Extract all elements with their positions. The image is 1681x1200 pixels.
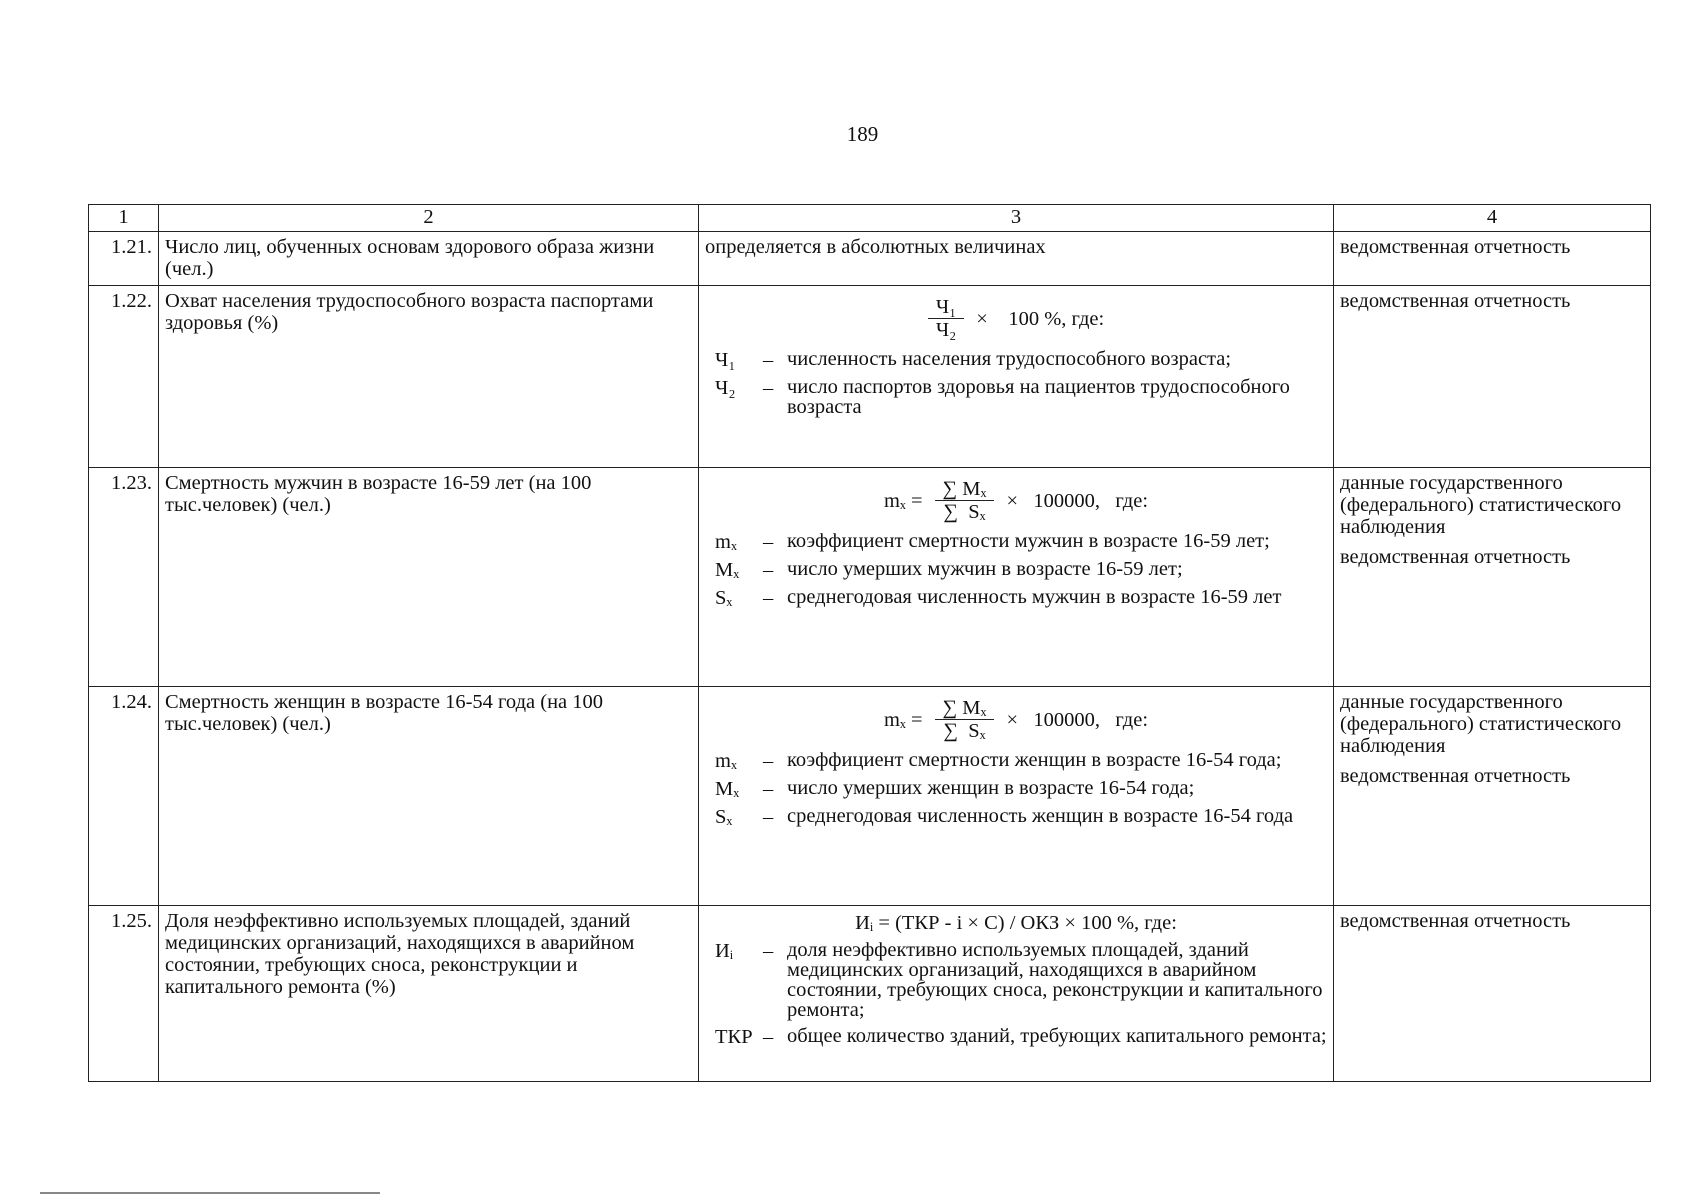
indicator-table bbox=[88, 204, 1651, 1082]
def-symbol: Ч₂ bbox=[715, 377, 736, 399]
formula bbox=[705, 697, 1327, 742]
formula-denominator: ∑ Sₓ bbox=[943, 720, 986, 742]
def-symbol: ТКР bbox=[715, 1026, 753, 1048]
data-source bbox=[1334, 687, 1651, 906]
formula-lhs: mₓ = bbox=[883, 489, 923, 512]
def-dash: – bbox=[763, 377, 774, 399]
def-symbol: Mₓ bbox=[715, 778, 740, 800]
table-row bbox=[89, 687, 1651, 906]
formula-denominator: ∑ Sₓ bbox=[943, 501, 986, 523]
row-number: 1.24. bbox=[89, 687, 159, 906]
source-item: ведомственная отчетность bbox=[1340, 910, 1571, 932]
def-text: численность населения трудоспособного возраста; bbox=[787, 348, 1232, 370]
formula bbox=[705, 296, 1327, 341]
table-header-row bbox=[89, 205, 1651, 232]
indicator-name: Охват населения трудоспособного возраста паспортами здоровья (%) bbox=[159, 286, 699, 468]
calculation-method bbox=[699, 286, 1334, 468]
formula-numerator: ∑ Mₓ bbox=[935, 697, 995, 720]
formula-rest: × 100000, где: bbox=[1006, 489, 1149, 512]
def-text: число умерших мужчин в возрасте 16-59 лет; bbox=[787, 558, 1183, 580]
data-source bbox=[1334, 906, 1651, 1082]
formula-denominator: Ч₂ bbox=[935, 319, 957, 341]
header-cell: 3 bbox=[699, 205, 1334, 232]
calculation-method bbox=[699, 687, 1334, 906]
def-dash: – bbox=[763, 349, 774, 371]
header-cell: 2 bbox=[159, 205, 699, 232]
formula-numerator: ∑ Mₓ bbox=[935, 478, 995, 501]
def-dash: – bbox=[763, 750, 774, 772]
def-dash: – bbox=[763, 1026, 774, 1048]
def-symbol: Иᵢ bbox=[715, 940, 734, 962]
data-source bbox=[1334, 286, 1651, 468]
source-item: ведомственная отчетность bbox=[1340, 290, 1571, 312]
source-item: ведомственная отчетность bbox=[1340, 765, 1571, 787]
formula: Иᵢ = (ТКР - i × С) / ОКЗ × 100 %, где: bbox=[855, 912, 1177, 934]
table-row bbox=[89, 286, 1651, 468]
def-symbol: Mₓ bbox=[715, 559, 740, 581]
scan-edge-line bbox=[40, 1192, 380, 1194]
formula bbox=[705, 478, 1327, 523]
def-dash: – bbox=[763, 940, 774, 962]
def-symbol: mₓ bbox=[715, 750, 737, 772]
def-dash: – bbox=[763, 531, 774, 553]
def-text: общее количество зданий, требующих капитального ремонта; bbox=[787, 1025, 1327, 1047]
def-symbol: Sₓ bbox=[715, 806, 733, 828]
data-source bbox=[1334, 468, 1651, 687]
row-number: 1.25. bbox=[89, 906, 159, 1082]
def-dash: – bbox=[763, 806, 774, 828]
source-item: ведомственная отчетность bbox=[1340, 236, 1571, 258]
def-dash: – bbox=[763, 778, 774, 800]
row-number: 1.22. bbox=[89, 286, 159, 468]
row-number: 1.23. bbox=[89, 468, 159, 687]
formula-rest: × 100000, где: bbox=[1006, 708, 1149, 731]
def-symbol: mₓ bbox=[715, 531, 737, 553]
formula-rest: × 100 %, где: bbox=[976, 307, 1105, 330]
fraction bbox=[935, 478, 995, 523]
source-item: данные государственного (федерального) статистического наблюдения bbox=[1340, 691, 1622, 757]
calculation-method: определяется в абсолютных величинах bbox=[699, 232, 1334, 286]
indicator-name: Доля неэффективно используемых площадей, зданий медицинских организаций, находящихся в аварийном состоянии, требующих сноса, реконструкции и капитального ремонта (%) bbox=[159, 906, 699, 1082]
def-text: среднегодовая численность женщин в возрасте 16-54 года bbox=[787, 805, 1294, 827]
fraction bbox=[928, 296, 964, 341]
def-text: число паспортов здоровья на пациентов трудоспособного возраста bbox=[787, 376, 1290, 418]
definitions bbox=[705, 940, 1327, 1048]
def-text: коэффициент смертности женщин в возрасте 16-54 года; bbox=[787, 749, 1282, 771]
row-number: 1.21. bbox=[89, 232, 159, 286]
fraction bbox=[935, 697, 995, 742]
def-text: коэффициент смертности мужчин в возрасте 16-59 лет; bbox=[787, 530, 1270, 552]
indicator-name: Смертность мужчин в возрасте 16-59 лет (на 100 тыс.человек) (чел.) bbox=[159, 468, 699, 687]
header-cell: 1 bbox=[89, 205, 159, 232]
calculation-method bbox=[699, 468, 1334, 687]
definitions bbox=[705, 531, 1327, 609]
table-row bbox=[89, 232, 1651, 286]
definitions bbox=[705, 750, 1327, 828]
def-text: доля неэффективно используемых площадей, зданий медицинских организаций, находящихся в аварийном состоянии, требующих сноса, реконструкции и капитального ремонта; bbox=[787, 939, 1323, 1021]
formula-lhs: mₓ = bbox=[883, 708, 923, 731]
data-source bbox=[1334, 232, 1651, 286]
source-item: данные государственного (федерального) статистического наблюдения bbox=[1340, 472, 1622, 538]
def-dash: – bbox=[763, 559, 774, 581]
def-symbol: Ч₁ bbox=[715, 349, 736, 371]
indicator-name: Смертность женщин в возрасте 16-54 года (на 100 тыс.человек) (чел.) bbox=[159, 687, 699, 906]
source-item: ведомственная отчетность bbox=[1340, 546, 1571, 568]
def-text: среднегодовая численность мужчин в возрасте 16-59 лет bbox=[787, 586, 1282, 608]
def-symbol: Sₓ bbox=[715, 587, 733, 609]
table-row bbox=[89, 906, 1651, 1082]
page-number: 189 bbox=[846, 122, 879, 146]
header-cell: 4 bbox=[1334, 205, 1651, 232]
table-row bbox=[89, 468, 1651, 687]
def-dash: – bbox=[763, 587, 774, 609]
formula-numerator: Ч₁ bbox=[928, 296, 964, 319]
indicator-name: Число лиц, обученных основам здорового образа жизни (чел.) bbox=[159, 232, 699, 286]
calculation-method bbox=[699, 906, 1334, 1082]
def-text: число умерших женщин в возрасте 16-54 года; bbox=[787, 777, 1195, 799]
definitions bbox=[705, 349, 1327, 417]
